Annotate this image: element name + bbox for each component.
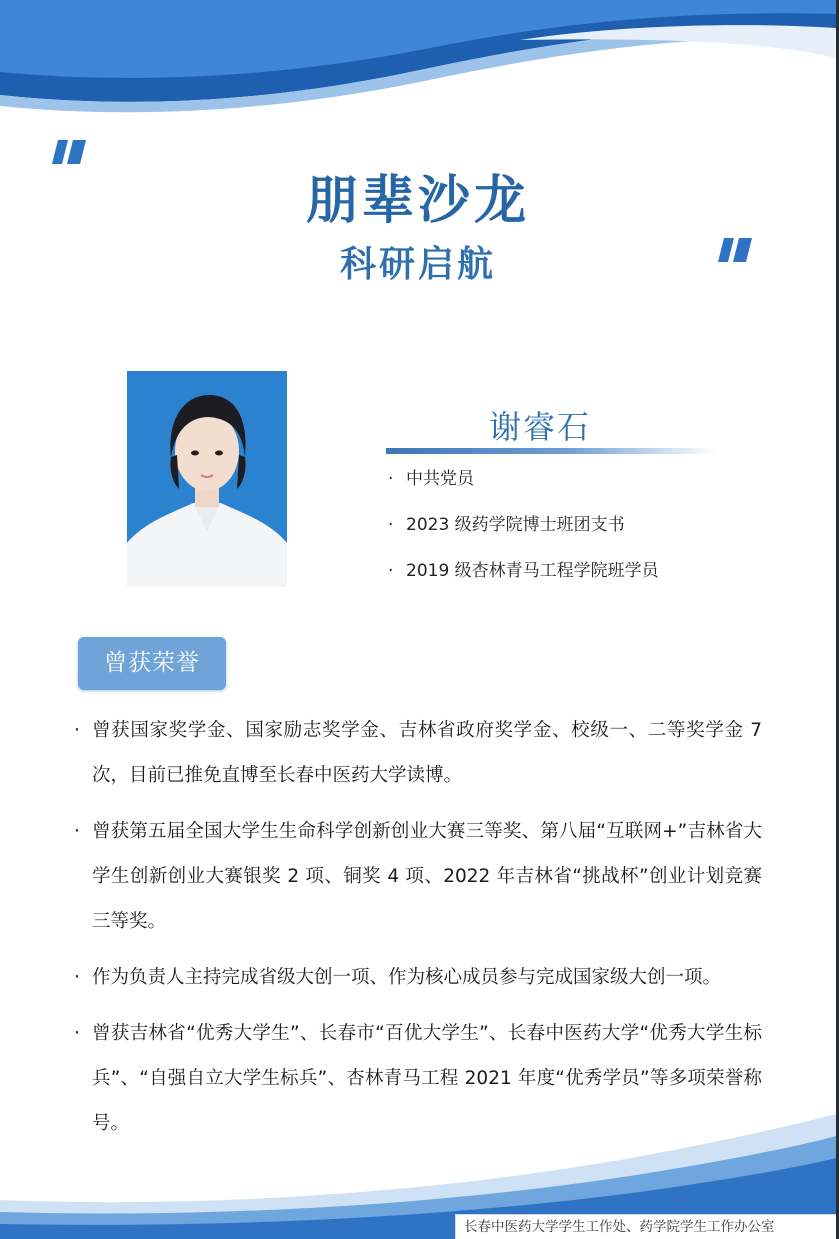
name-underline <box>386 448 716 454</box>
portrait-photo <box>127 371 287 587</box>
bullet: · <box>74 720 80 741</box>
role-text: 2023 级药学院博士班团支书 <box>406 515 625 535</box>
honor-text: 曾获吉林省“优秀大学生”、长春市“百优大学生”、长春中医药大学“优秀大学生标兵”、“自强自立大学生标兵”、杏林青马工程 2021 年度“优秀学员”等多项荣誉称号。 <box>92 1023 762 1134</box>
bullet: · <box>74 1023 80 1044</box>
honor-item <box>72 708 762 798</box>
person-name: 谢睿石 <box>488 408 591 446</box>
bullet: · <box>74 821 80 842</box>
bullet: · <box>74 967 80 988</box>
role-text: 2019 级杏林青马工程学院班学员 <box>406 561 659 581</box>
top-wave-decoration <box>0 0 836 150</box>
honor-text: 曾获国家奖学金、国家励志奖学金、吉林省政府奖学金、校级一、二等奖学金 7 次，目前已推免直博至长春中医药大学读博。 <box>92 720 762 786</box>
honors-section-tag: 曾获荣誉 <box>78 637 226 690</box>
role-item <box>388 502 659 548</box>
honor-item <box>72 955 762 1000</box>
honor-text: 曾获第五届全国大学生生命科学创新创业大赛三等奖、第八届“互联网+”吉林省大学生创新创业大赛银奖 2 项、铜奖 4 项、2022 年吉林省“挑战杯”创业计划竞赛三等奖。 <box>92 821 762 932</box>
bullet: · <box>388 469 394 489</box>
honor-text: 作为负责人主持完成省级大创一项、作为核心成员参与完成国家级大创一项。 <box>92 967 722 988</box>
bullet: · <box>388 561 394 581</box>
page-title: 朋辈沙龙 <box>305 171 530 231</box>
role-item <box>388 548 659 594</box>
role-item <box>388 456 659 502</box>
honor-item <box>72 809 762 944</box>
page-subtitle: 科研启航 <box>339 244 496 285</box>
bullet: · <box>388 515 394 535</box>
role-text: 中共党员 <box>406 469 474 489</box>
footer-credit: 长春中医药大学学生工作处、药学院学生工作办公室 <box>455 1214 836 1239</box>
role-list <box>388 456 659 594</box>
